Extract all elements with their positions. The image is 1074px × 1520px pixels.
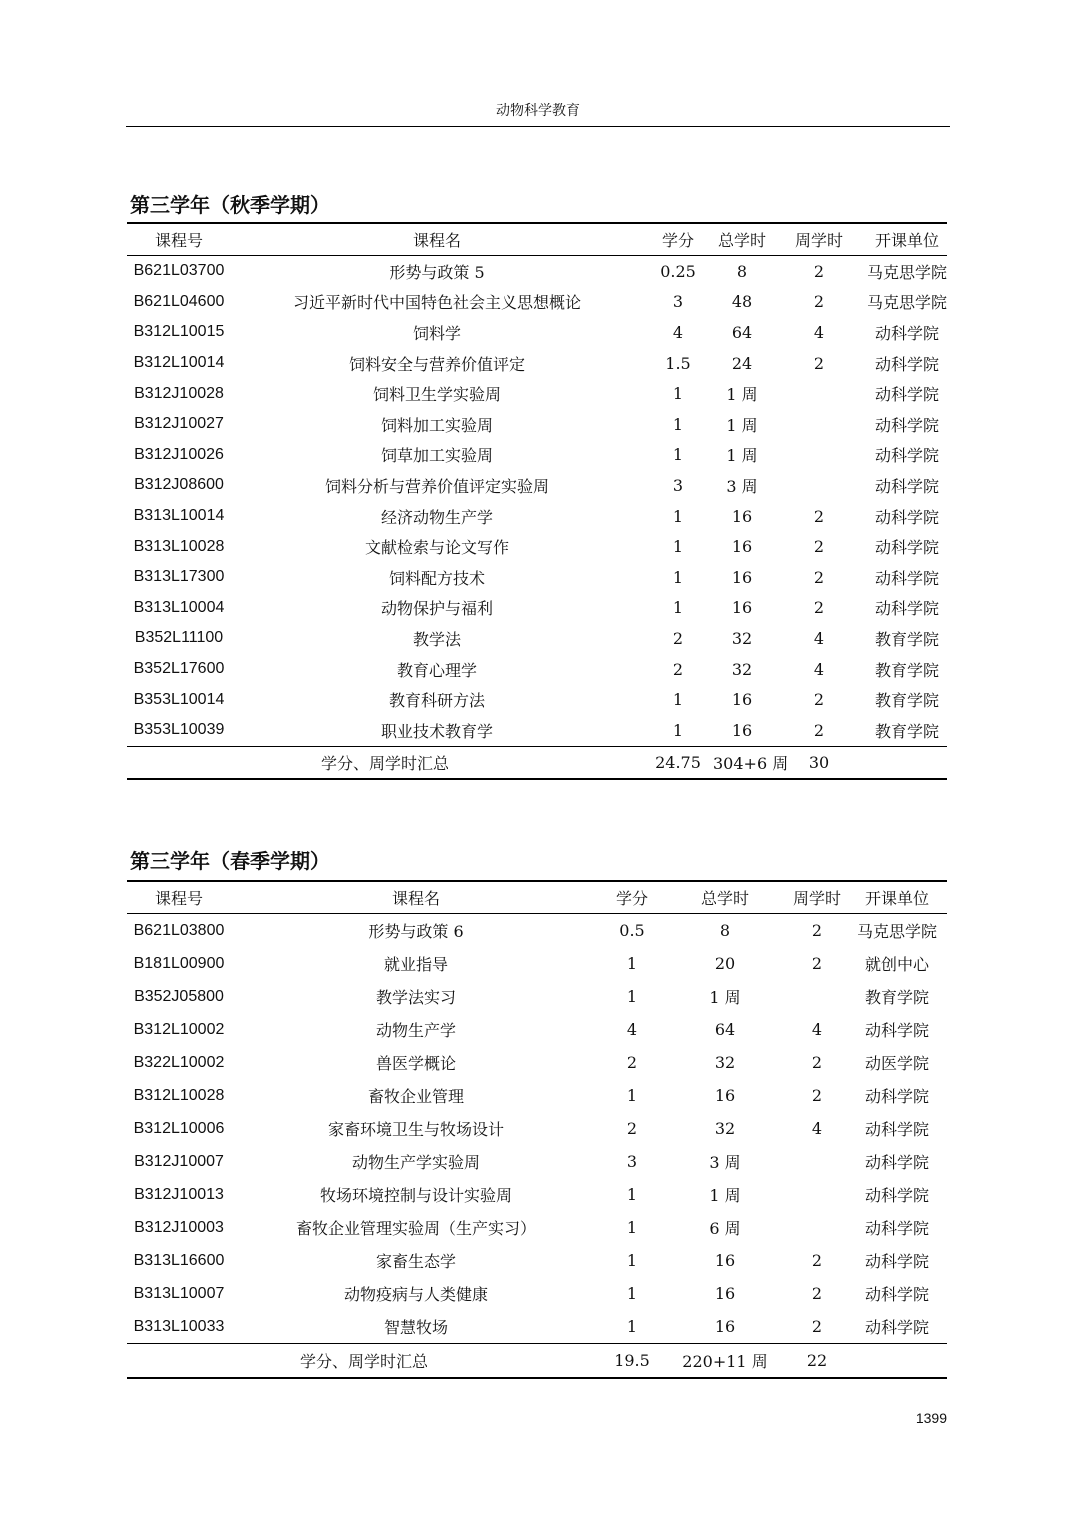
course-code: B352L11100 <box>134 629 224 647</box>
col-header-total-hours: 总学时 <box>663 881 787 914</box>
department: 动科学院 <box>874 568 939 588</box>
course-code: B313L10033 <box>133 1317 225 1335</box>
total-hours: 16 <box>731 567 753 587</box>
weekly-hours <box>771 440 867 471</box>
total-hours: 16 <box>731 598 753 618</box>
course-code: B313L16600 <box>133 1251 225 1269</box>
weekly-hours: 2 <box>813 292 825 312</box>
course-code: B621L04600 <box>133 292 225 310</box>
total-hours: 3 周 <box>726 476 758 496</box>
total-hours: 1 周 <box>709 1186 741 1205</box>
table-row <box>127 947 947 980</box>
course-name: 饲料卫生学实验周 <box>372 385 501 405</box>
weekly-hours: 2 <box>811 1053 823 1072</box>
col-header-name: 课程名 <box>231 223 643 256</box>
course-code: B353L10014 <box>133 690 225 708</box>
total-hours: 64 <box>714 1020 736 1039</box>
course-code: B353L10039 <box>133 721 225 739</box>
col-header-weekly-hours: 周学时 <box>787 881 847 914</box>
course-name: 家畜生态学 <box>375 1252 456 1271</box>
table-row <box>127 348 947 379</box>
course-name: 饲料分析与营养价值评定实验周 <box>324 476 549 496</box>
credits: 1 <box>672 720 684 740</box>
autumn-course-table <box>127 222 947 780</box>
credits: 1 <box>626 1086 638 1105</box>
col-header-credits: 学分 <box>643 223 713 256</box>
credits: 1 <box>672 537 684 557</box>
course-name: 教学法 <box>412 629 461 649</box>
course-name: 智慧牧场 <box>383 1318 448 1337</box>
department: 教育学院 <box>864 988 929 1007</box>
credits: 1 <box>626 1251 638 1270</box>
table-row <box>127 1079 947 1112</box>
weekly-hours: 2 <box>813 506 825 526</box>
department: 教育学院 <box>874 660 939 680</box>
department: 动科学院 <box>874 507 939 527</box>
page-header <box>126 100 950 127</box>
credits: 1 <box>672 598 684 618</box>
col-header-code: 课程号 <box>127 881 231 914</box>
weekly-hours: 2 <box>813 567 825 587</box>
table-row <box>127 440 947 471</box>
course-name: 职业技术教育学 <box>380 721 493 741</box>
credits: 0.5 <box>619 921 645 940</box>
col-header-code: 课程号 <box>127 223 231 256</box>
department: 动科学院 <box>874 476 939 496</box>
weekly-hours <box>771 470 867 501</box>
course-name: 形势与政策 6 <box>368 922 464 941</box>
table-row <box>127 1013 947 1046</box>
credits: 4 <box>626 1020 638 1039</box>
table-row <box>127 1310 947 1344</box>
credits: 0.25 <box>660 261 696 281</box>
total-hours: 3 周 <box>709 1153 741 1172</box>
table-row <box>127 1211 947 1244</box>
department: 动科学院 <box>864 1252 929 1271</box>
course-name: 习近平新时代中国特色社会主义思想概论 <box>292 293 581 313</box>
table-row <box>127 1112 947 1145</box>
course-code: B313L10014 <box>133 507 225 525</box>
course-name: 文献检索与论文写作 <box>364 538 509 558</box>
summary-row <box>127 1344 947 1379</box>
credits: 1 <box>626 1218 638 1237</box>
total-hours: 16 <box>714 1086 736 1105</box>
department: 动科学院 <box>864 1285 929 1304</box>
table-row <box>127 531 947 562</box>
weekly-hours: 2 <box>813 537 825 557</box>
table-row <box>127 1277 947 1310</box>
total-hours: 16 <box>714 1317 736 1336</box>
credits: 1 <box>672 445 684 465</box>
department: 动科学院 <box>874 385 939 405</box>
course-name: 家畜环境卫生与牧场设计 <box>327 1120 504 1139</box>
course-name: 饲料安全与营养价值评定 <box>348 354 525 374</box>
weekly-hours <box>771 409 867 440</box>
summary-total-hours: 220+11 周 <box>663 1344 787 1379</box>
table-row <box>127 1046 947 1079</box>
course-code: B312J10003 <box>134 1218 224 1236</box>
summary-total-hours: 304+6 周 <box>713 746 771 779</box>
col-header-weekly-hours: 周学时 <box>771 223 867 256</box>
table-row <box>127 378 947 409</box>
credits: 4 <box>672 322 684 342</box>
credits: 1 <box>672 690 684 710</box>
course-name: 饲草加工实验周 <box>380 446 493 466</box>
department: 动科学院 <box>864 1153 929 1172</box>
summary-label: 学分、周学时汇总 <box>127 746 643 779</box>
table-row <box>127 562 947 593</box>
col-header-total-hours: 总学时 <box>713 223 771 256</box>
total-hours: 48 <box>731 292 753 312</box>
credits: 1 <box>626 1317 638 1336</box>
course-code: B312L10006 <box>133 1119 225 1137</box>
table-row <box>127 623 947 654</box>
course-code: B312J08600 <box>134 476 224 494</box>
table-row <box>127 470 947 501</box>
table-row <box>127 980 947 1013</box>
course-code: B312J10026 <box>134 445 224 463</box>
credits: 1 <box>626 1185 638 1204</box>
weekly-hours: 4 <box>813 628 825 648</box>
total-hours: 8 <box>736 261 748 281</box>
credits: 2 <box>626 1119 638 1138</box>
total-hours: 32 <box>731 659 753 679</box>
table-row <box>127 1145 947 1178</box>
department: 马克思学院 <box>867 293 948 313</box>
department: 动科学院 <box>874 323 939 343</box>
weekly-hours <box>787 1211 847 1244</box>
summary-credits: 24.75 <box>643 746 713 779</box>
department: 动科学院 <box>874 446 939 466</box>
course-code: B312L10015 <box>133 323 225 341</box>
total-hours: 6 周 <box>709 1219 741 1238</box>
table-row <box>127 256 947 287</box>
weekly-hours: 4 <box>811 1020 823 1039</box>
weekly-hours: 2 <box>811 1317 823 1336</box>
course-code: B313L17300 <box>133 568 225 586</box>
table-row <box>127 317 947 348</box>
course-code: B352L17600 <box>133 660 225 678</box>
total-hours: 24 <box>731 353 753 373</box>
weekly-hours <box>787 980 847 1013</box>
table-row <box>127 1178 947 1211</box>
col-header-name: 课程名 <box>231 881 601 914</box>
weekly-hours: 2 <box>811 1284 823 1303</box>
weekly-hours: 2 <box>811 921 823 940</box>
course-name: 牧场环境控制与设计实验周 <box>319 1186 512 1205</box>
credits: 1 <box>672 567 684 587</box>
department: 动科学院 <box>864 1120 929 1139</box>
course-name: 动物生产学 <box>375 1021 456 1040</box>
department: 马克思学院 <box>867 262 948 282</box>
course-code: B312L10028 <box>133 1086 225 1104</box>
course-name: 就业指导 <box>383 955 448 974</box>
weekly-hours: 2 <box>811 954 823 973</box>
table-row <box>127 1244 947 1277</box>
course-name: 兽医学概论 <box>375 1054 456 1073</box>
weekly-hours <box>771 378 867 409</box>
weekly-hours: 4 <box>813 659 825 679</box>
department: 动医学院 <box>864 1054 929 1073</box>
total-hours: 16 <box>731 506 753 526</box>
weekly-hours: 2 <box>811 1086 823 1105</box>
total-hours: 16 <box>731 720 753 740</box>
weekly-hours: 2 <box>813 353 825 373</box>
col-header-department: 开课单位 <box>847 881 947 914</box>
credits: 3 <box>626 1152 638 1171</box>
course-code: B313L10028 <box>133 537 225 555</box>
department: 教育学院 <box>874 721 939 741</box>
department: 动科学院 <box>864 1318 929 1337</box>
department: 就创中心 <box>864 955 929 974</box>
course-name: 畜牧企业管理 <box>367 1087 464 1106</box>
section-title-spring: 第三学年（春季学期） <box>130 849 330 873</box>
weekly-hours: 2 <box>813 261 825 281</box>
summary-credits: 19.5 <box>601 1344 663 1379</box>
credits: 1 <box>626 987 638 1006</box>
course-code: B181L00900 <box>133 954 225 972</box>
total-hours: 16 <box>714 1251 736 1270</box>
weekly-hours <box>787 1145 847 1178</box>
weekly-hours: 4 <box>813 322 825 342</box>
total-hours: 8 <box>719 921 731 940</box>
col-header-department: 开课单位 <box>867 223 947 256</box>
course-name: 饲料学 <box>412 323 461 343</box>
course-name: 饲料加工实验周 <box>380 415 493 435</box>
course-code: B312J10028 <box>134 384 224 402</box>
weekly-hours: 4 <box>811 1119 823 1138</box>
department: 动科学院 <box>864 1186 929 1205</box>
table-row <box>127 593 947 624</box>
course-code: B313L10007 <box>133 1284 225 1302</box>
course-code: B322L10002 <box>133 1053 225 1071</box>
summary-label: 学分、周学时汇总 <box>127 1344 601 1379</box>
col-header-credits: 学分 <box>601 881 663 914</box>
weekly-hours: 2 <box>813 690 825 710</box>
course-name: 畜牧企业管理实验周（生产实习） <box>295 1219 536 1238</box>
page-number: 1399 <box>915 1410 947 1426</box>
course-code: B621L03700 <box>133 262 225 280</box>
weekly-hours: 2 <box>813 598 825 618</box>
course-code: B312L10014 <box>133 354 225 372</box>
department: 动科学院 <box>864 1087 929 1106</box>
table-row <box>127 715 947 746</box>
course-code: B313L10004 <box>133 598 225 616</box>
course-name: 动物疫病与人类健康 <box>343 1285 488 1304</box>
department: 马克思学院 <box>856 922 937 941</box>
course-code: B312J10013 <box>134 1185 224 1203</box>
course-code: B312L10002 <box>133 1020 225 1038</box>
total-hours: 1 周 <box>726 446 758 466</box>
summary-weekly-hours: 22 <box>787 1344 847 1379</box>
course-name: 动物生产学实验周 <box>351 1153 480 1172</box>
page-header-title: 动物科学教育 <box>496 103 580 119</box>
credits: 1 <box>626 954 638 973</box>
table-row <box>127 684 947 715</box>
section-title-autumn: 第三学年（秋季学期） <box>130 193 330 217</box>
department: 教育学院 <box>874 629 939 649</box>
total-hours: 32 <box>714 1119 736 1138</box>
course-code: B352J05800 <box>134 987 224 1005</box>
total-hours: 1 周 <box>726 385 758 405</box>
table-row <box>127 287 947 318</box>
table-row <box>127 654 947 685</box>
department: 动科学院 <box>874 538 939 558</box>
course-name: 饲料配方技术 <box>388 568 485 588</box>
total-hours: 1 周 <box>726 415 758 435</box>
department: 动科学院 <box>874 415 939 435</box>
total-hours: 16 <box>731 537 753 557</box>
department: 动科学院 <box>864 1021 929 1040</box>
course-code: B621L03800 <box>133 921 225 939</box>
course-name: 经济动物生产学 <box>380 507 493 527</box>
department: 教育学院 <box>874 691 939 711</box>
total-hours: 16 <box>714 1284 736 1303</box>
summary-empty <box>847 1344 947 1379</box>
credits: 2 <box>672 659 684 679</box>
table-row <box>127 409 947 440</box>
spring-course-table <box>127 880 947 1379</box>
credits: 1.5 <box>665 353 691 373</box>
course-name: 教育心理学 <box>396 660 477 680</box>
credits: 1 <box>672 414 684 434</box>
total-hours: 32 <box>731 628 753 648</box>
table-row <box>127 914 947 948</box>
total-hours: 1 周 <box>709 988 741 1007</box>
table-header-row <box>127 881 947 914</box>
course-code: B312J10007 <box>134 1152 224 1170</box>
total-hours: 16 <box>731 690 753 710</box>
total-hours: 64 <box>731 322 753 342</box>
course-name: 动物保护与福利 <box>380 599 493 619</box>
summary-row <box>127 746 947 779</box>
department: 动科学院 <box>874 354 939 374</box>
weekly-hours: 2 <box>811 1251 823 1270</box>
summary-weekly-hours: 30 <box>771 746 867 779</box>
credits: 2 <box>672 628 684 648</box>
course-name: 教育科研方法 <box>388 691 485 711</box>
department: 动科学院 <box>864 1219 929 1238</box>
credits: 3 <box>672 292 684 312</box>
total-hours: 20 <box>714 954 736 973</box>
course-name: 教学法实习 <box>375 988 456 1007</box>
credits: 3 <box>672 475 684 495</box>
credits: 1 <box>672 384 684 404</box>
table-header-row <box>127 223 947 256</box>
credits: 1 <box>626 1284 638 1303</box>
credits: 1 <box>672 506 684 526</box>
department: 动科学院 <box>874 599 939 619</box>
credits: 2 <box>626 1053 638 1072</box>
summary-empty <box>867 746 947 779</box>
course-name: 形势与政策 5 <box>389 262 485 282</box>
total-hours: 32 <box>714 1053 736 1072</box>
course-code: B312J10027 <box>134 415 224 433</box>
weekly-hours <box>787 1178 847 1211</box>
weekly-hours: 2 <box>813 720 825 740</box>
table-row <box>127 501 947 532</box>
